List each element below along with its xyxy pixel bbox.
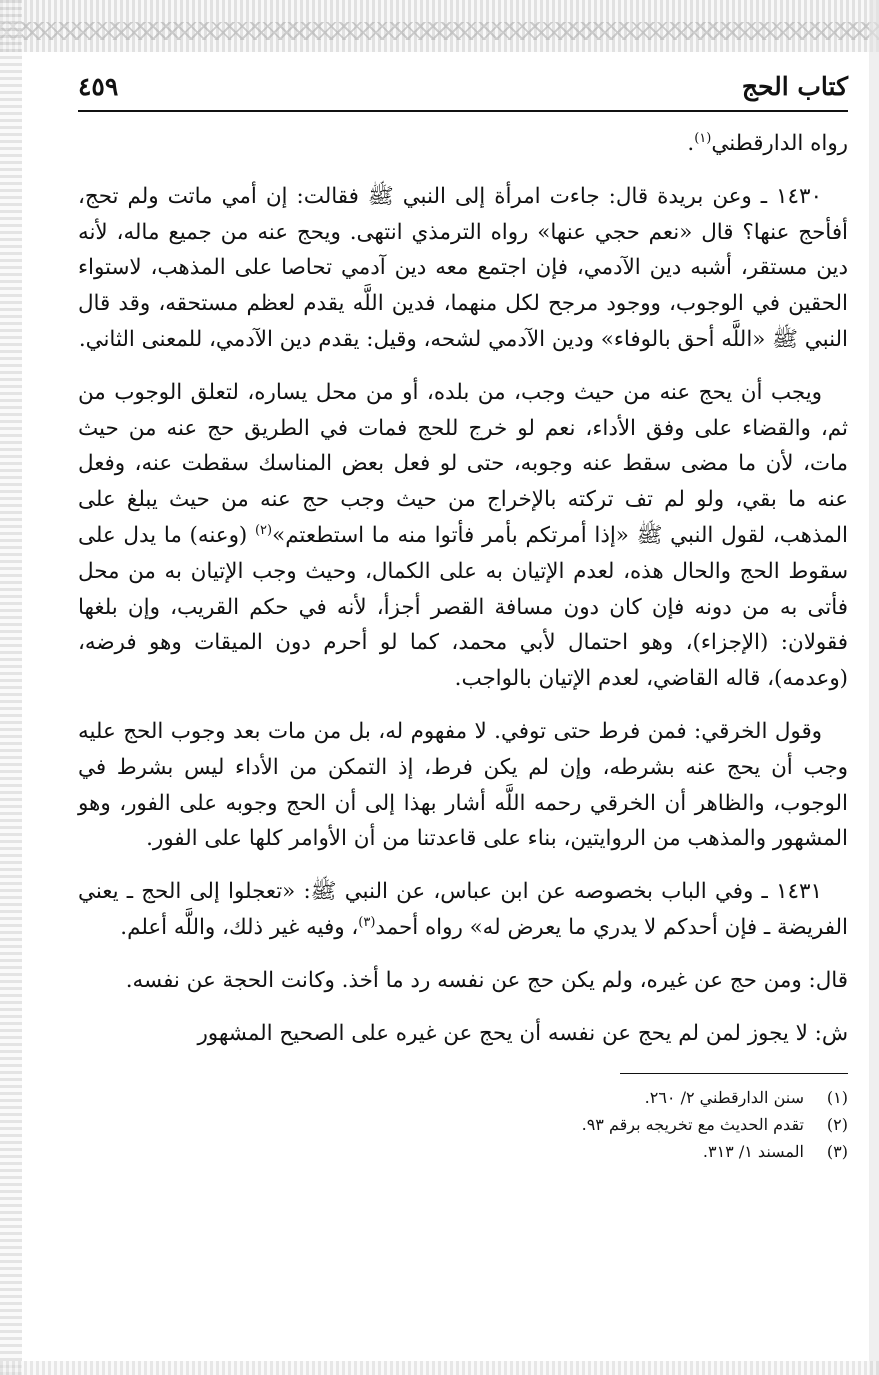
decorative-border-pattern: [0, 22, 879, 40]
decorative-border-left: [0, 0, 22, 1375]
footnote-separator: [620, 1073, 848, 1074]
paragraph-7: ش: لا يجوز لمن لم يحج عن نفسه أن يحج عن غيره على الصحيح المشهور: [197, 1020, 848, 1046]
footnotes: [78, 1084, 848, 1165]
footnote-number: (١): [826, 1088, 848, 1108]
paragraph-hadith-1431: ١٤٣١ ـ وفي الباب بخصوصه عن ابن عباس، عن النبي ﷺ: «تعجلوا إلى الحج ـ يعني الفريضة ـ فإن أحدكم لا يدري ما يعرض له» رواه أحمد$^{(٣)}$، وفيه غير ذلك، واللَّه أعلم.: [78, 879, 848, 940]
paragraph-3: ويجب أن يحج عنه من حيث وجب، من بلده، أو من محل يساره، لتعلق الوجوب من ثم، والقضاء على وفق الأداء، نعم لو خرج للحج فمات في الطريق حج عنه من حيث مات، لأن ما مضى سقط عنه وجوبه، حتى لو فعل بعض المناسك سقطت عنه، وفعل عنه ما بقي، ولو لم تف تركته بالإخراج من حيث وجب حج عنه من حيث يبلغ على المذهب، لقول النبي ﷺ «إذا أمرتكم بأمر فأتوا منه ما استطعتم»$^{(٢)}$ (وعنه) ما يدل على سقوط الحج والحال هذه، لعدم الإتيان به على الكمال، وحيث وجب الإتيان به من محل فأتى به من دونه فإن كان دون مسافة القصر أجزأ، لأنه في حكم القريب، وإن بلغها فقولان: (الإجزاء)، وهو احتمال لأبي محمد، كما لو أحرم دون الميقات وهو فرضه، (وعدمه)، قاله القاضي، لعدم الإتيان بالواجب.: [78, 379, 848, 692]
footnote-ref-3: (٣): [358, 914, 376, 930]
footnote-text: سنن الدارقطني ٢/ ٢٦٠.: [644, 1088, 804, 1108]
footnote-number: (٣): [826, 1142, 848, 1162]
footnote-text: المسند ١/ ٣١٣.: [702, 1142, 804, 1162]
footnote-1: [78, 1084, 848, 1111]
footnote-text: تقدم الحديث مع تخريجه برقم ٩٣.: [581, 1115, 804, 1135]
running-title: كتاب الحج: [741, 72, 848, 101]
paragraph-1: رواه الدارقطني$^{(١)}$.: [687, 130, 848, 156]
main-text: [78, 126, 848, 1051]
paragraph-4: وقول الخرقي: فمن فرط حتى توفي. لا مفهوم له، بل من مات بعد وجوب الحج عليه وجب أن يحج عنه بشرطه، وإن لم يكن فرط، إذ التمكن من الأداء ليس بشرط في الوجوب، والظاهر أن الخرقي رحمه اللَّه أشار بهذا إلى أن الحج وجوبه على الفور، وهو المشهور والمذهب من الروايتين، بناء على قاعدتنا من أن الأوامر كلها على الفور.: [78, 718, 848, 852]
decorative-border-bottom: [0, 1361, 879, 1375]
footnote-2: [78, 1111, 848, 1138]
page-number: ٤٥٩: [78, 72, 119, 101]
paragraph-6: قال: ومن حج عن غيره، ولم يكن حج عن نفسه رد ما أخذ. وكانت الحجة عن نفسه.: [125, 967, 848, 993]
book-page: [78, 70, 848, 1360]
decorative-border-right: [869, 0, 879, 1375]
footnote-ref-2: (٢): [254, 522, 273, 538]
footnote-ref-1: (١): [694, 130, 712, 146]
paragraph-hadith-1430: ١٤٣٠ ـ وعن بريدة قال: جاءت امرأة إلى النبي ﷺ فقالت: إن أمي ماتت ولم تحج، أفأحج عنها؟ قال «نعم حجي عنها» رواه الترمذي انتهى. ويحج عنه من جميع ماله، لأنه دين مستقر، أشبه دين الآدمي، فإن اجتمع معه دين آدمي تحاصا على المذهب، لاستواء الحقين في الوجوب، ووجود مرجح لكل منهما، فدين اللَّه يقدم لعظم مستحقه، وقد قال النبي ﷺ «اللَّه أحق بالوفاء» ودين الآدمي لشحه، وقيل: يقدم دين الآدمي، للمعنى الثاني.: [78, 183, 848, 352]
footnote-3: [78, 1138, 848, 1165]
footnote-number: (٢): [826, 1115, 848, 1135]
page-header: [78, 70, 848, 112]
